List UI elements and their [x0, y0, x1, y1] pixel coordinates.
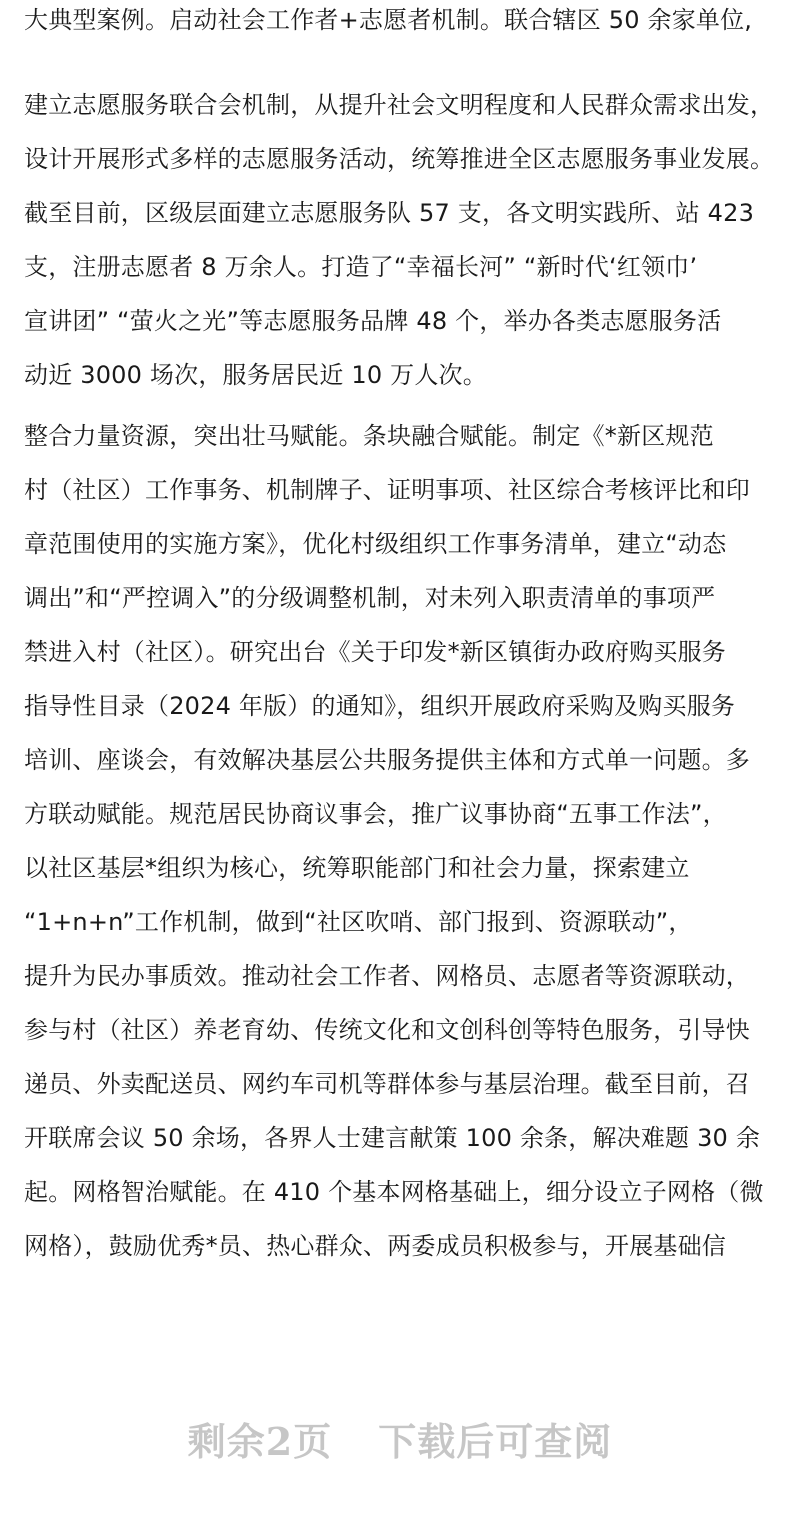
text-line: 大典型案例。启动社会工作者+志愿者机制。联合辖区 50 余家单位, — [24, 6, 753, 34]
text-line: 调出”和“严控调入”的分级调整机制，对未列入职责清单的事项严 — [24, 584, 716, 612]
text-line: 宣讲团” “萤火之光”等志愿服务品牌 48 个，举办各类志愿服务活 — [24, 307, 722, 335]
text-line: 指导性目录（2024 年版）的通知》，组织开展政府采购及购买服务 — [24, 692, 736, 720]
text-line: 支，注册志愿者 8 万余人。打造了“幸福长河” “新时代‘红领巾’ — [24, 253, 698, 281]
text-line: 方联动赋能。规范居民协商议事会，推广议事协商“五事工作法”， — [24, 800, 727, 828]
text-line: 建立志愿服务联合会机制，从提升社会文明程度和人民群众需求出发， — [24, 91, 775, 119]
remaining-pages-label[interactable]: 剩余2页 — [187, 1418, 333, 1464]
text-line: 截至目前，区级层面建立志愿服务队 57 支，各文明实践所、站 423 — [24, 199, 755, 227]
text-line: 动近 3000 场次，服务居民近 10 万人次。 — [24, 361, 487, 389]
text-line: 整合力量资源，突出壮马赋能。条块融合赋能。制定《*新区规范 — [24, 422, 714, 450]
text-line: 培训、座谈会，有效解决基层公共服务提供主体和方式单一问题。多 — [24, 746, 750, 774]
download-to-view-label[interactable]: 下载后可查阅 — [378, 1418, 613, 1464]
text-line: 递员、外卖配送员、网约车司机等群体参与基层治理。截至目前，召 — [24, 1070, 750, 1098]
text-line: 村（社区）工作事务、机制牌子、证明事项、社区综合考核评比和印 — [24, 476, 750, 504]
download-prompt[interactable] — [0, 1408, 800, 1468]
text-line: 参与村（社区）养老育幼、传统文化和文创科创等特色服务，引导快 — [24, 1016, 750, 1044]
text-line: 禁进入村（社区）。研究出台《关于印发*新区镇街办政府购买服务 — [24, 638, 726, 666]
text-line: 开联席会议 50 余场，各界人士建言献策 100 余条，解决难题 30 余 — [24, 1124, 761, 1152]
text-line: 提升为民办事质效。推动社会工作者、网格员、志愿者等资源联动， — [24, 962, 750, 990]
text-line: 网格），鼓励优秀*员、热心群众、两委成员积极参与，开展基础信 — [24, 1232, 726, 1260]
text-line: 起。网格智治赋能。在 410 个基本网格基础上，细分设立子网格（微 — [24, 1178, 764, 1206]
text-line: “1+n+n”工作机制，做到“社区吹哨、部门报到、资源联动”， — [24, 908, 693, 936]
text-line: 以社区基层*组织为核心，统筹职能部门和社会力量，探索建立 — [24, 854, 690, 882]
text-line: 设计开展形式多样的志愿服务活动，统筹推进全区志愿服务事业发展。 — [24, 145, 775, 173]
text-line: 章范围使用的实施方案》，优化村级组织工作事务清单，建立“动态 — [24, 530, 727, 558]
